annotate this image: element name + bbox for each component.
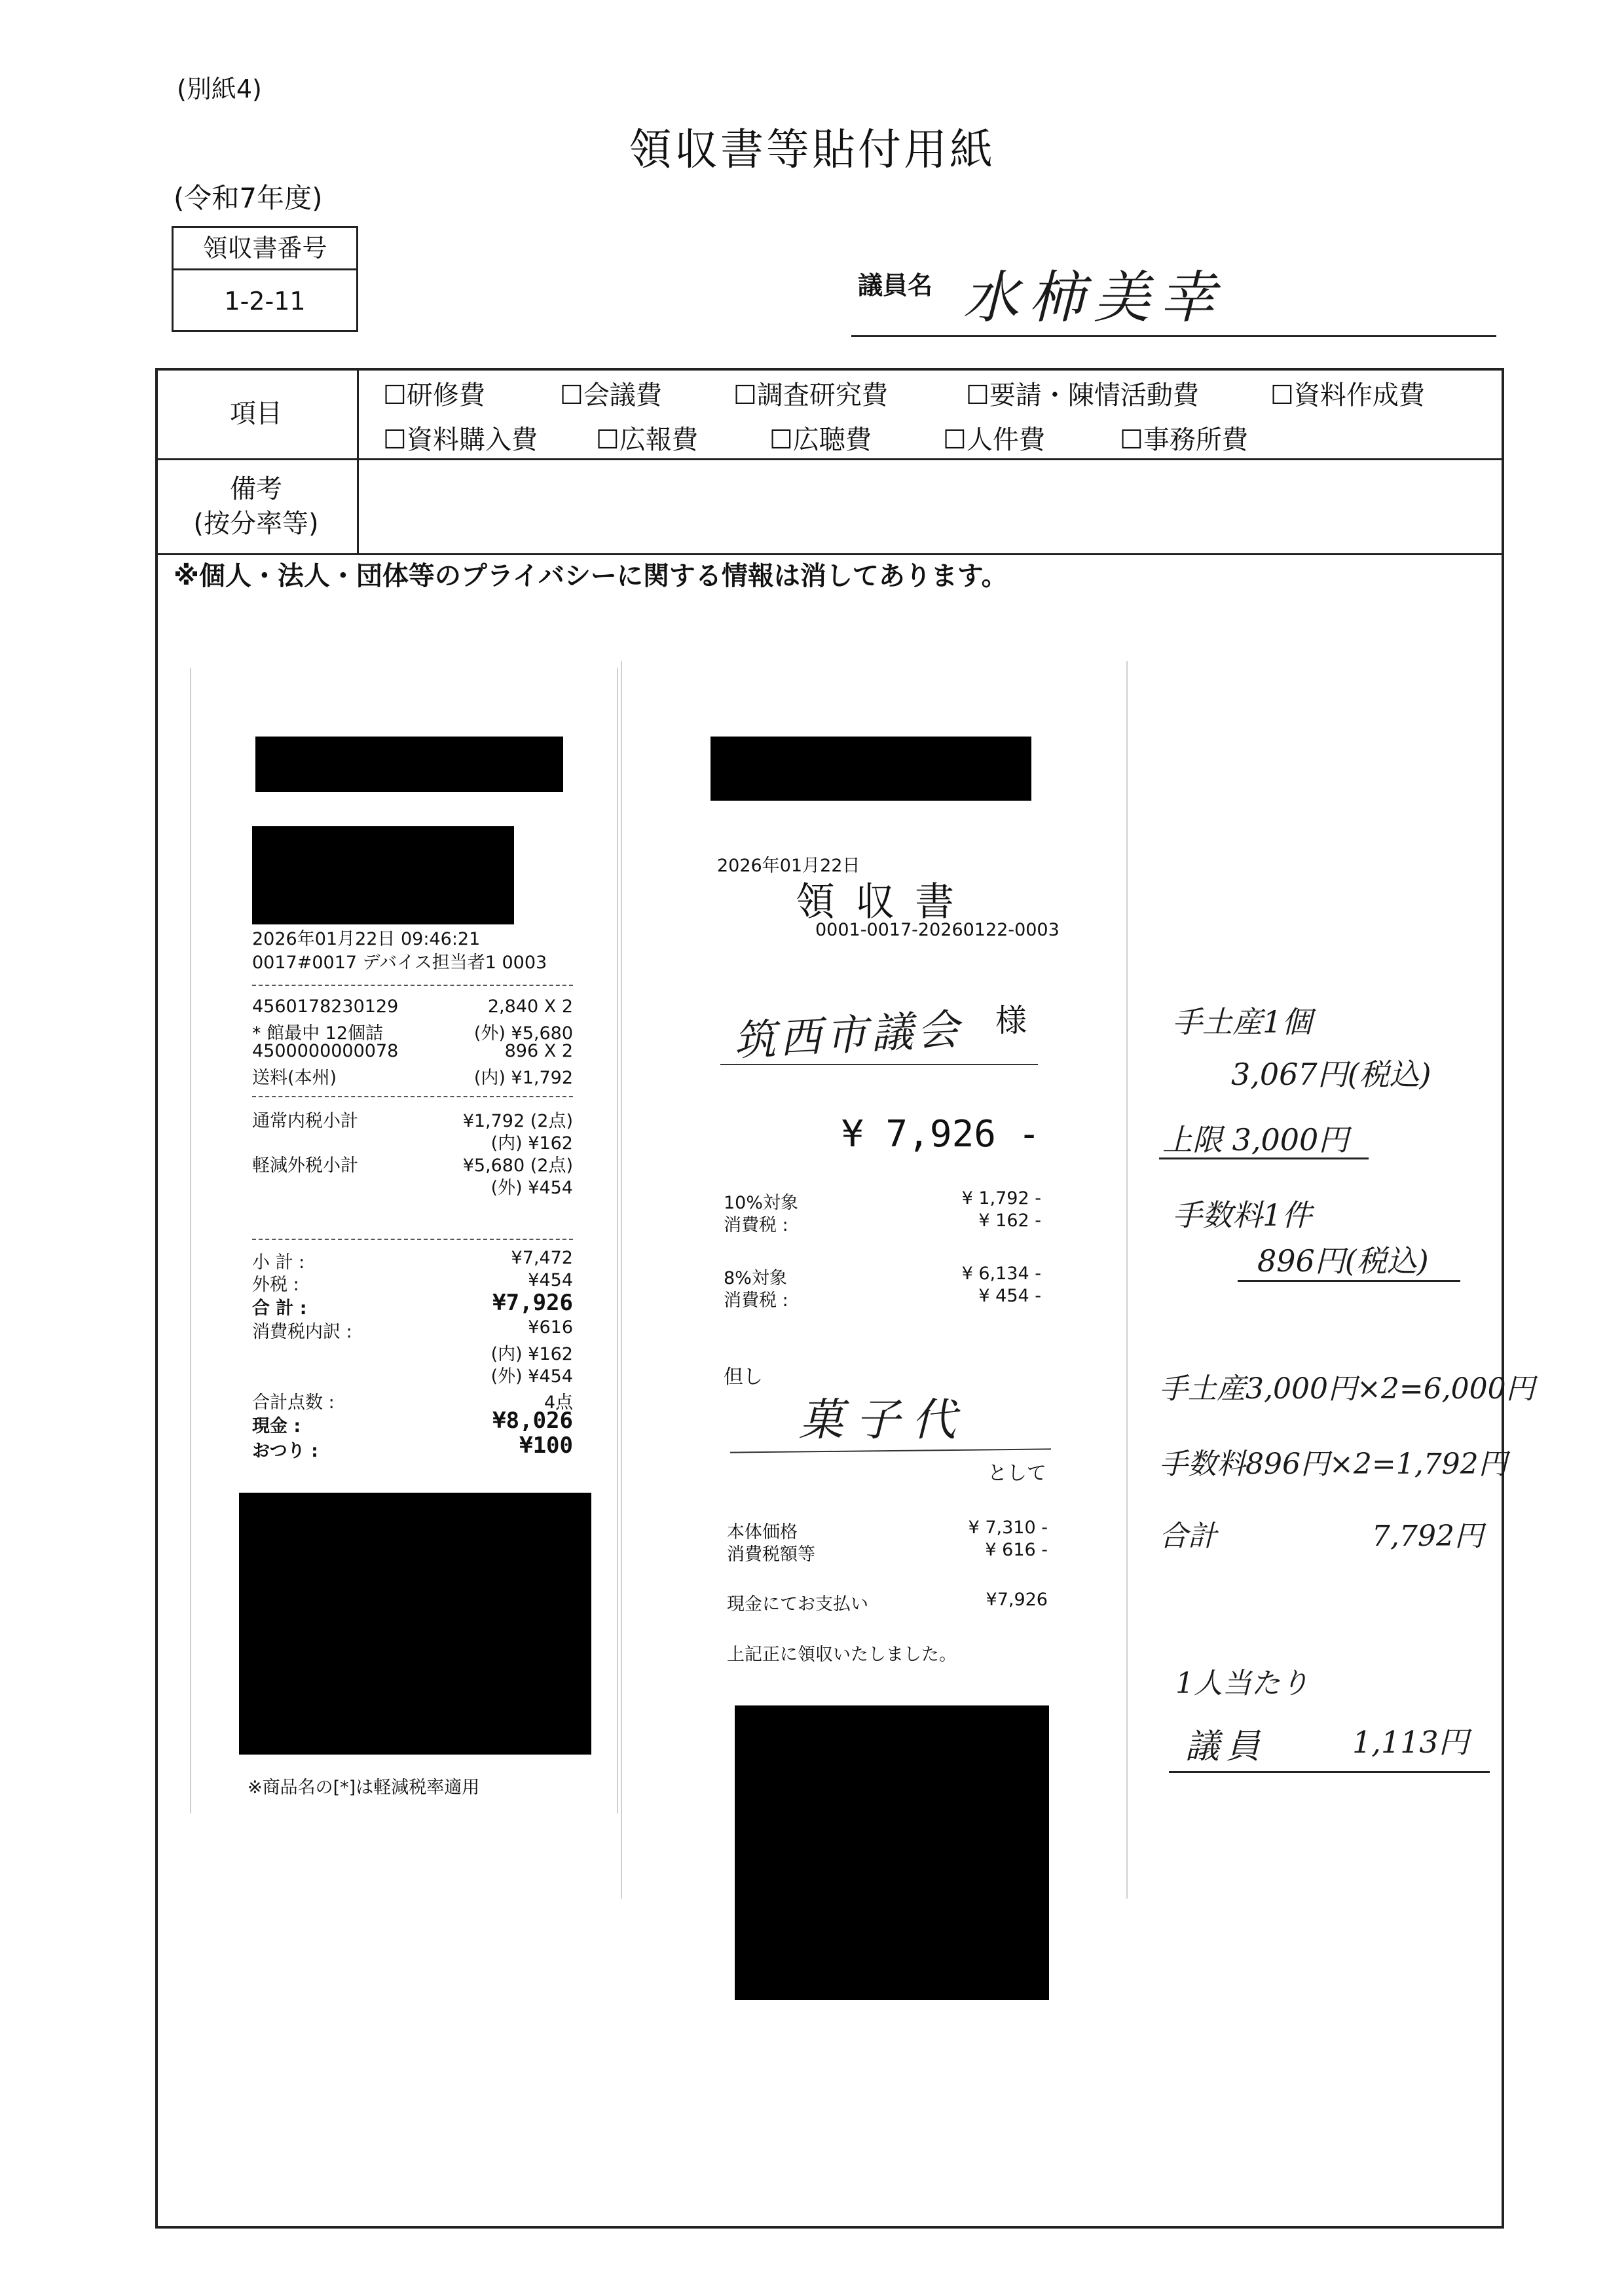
dash-divider [252, 985, 573, 986]
total-line-left: 合 計 : [252, 1298, 307, 1319]
note-calc-souvenir: 手土産3,000円×2=6,000円 [1159, 1372, 1535, 1406]
category-personnel: 人件費 [966, 425, 1045, 455]
tax10-value: ¥ 1,792 - [961, 1188, 1041, 1209]
page-title: 領収書等貼付用紙 [629, 124, 995, 175]
redacted-store-name [255, 737, 563, 792]
total-line-right: ¥454 [528, 1270, 573, 1290]
checkbox-icon: ☐ [383, 425, 407, 455]
tax8-value: ¥ 6,134 - [961, 1264, 1041, 1284]
tax-amount-label: 消費税額等 [727, 1544, 815, 1565]
note-fee-label: 手数料1件 [1172, 1197, 1312, 1233]
checkbox-icon: ☐ [560, 380, 583, 410]
line-item-right: 2,840 X 2 [487, 996, 573, 1017]
category-research: 調査研究費 [756, 380, 888, 410]
tax-line-right: ¥5,680 (2点) [462, 1156, 573, 1176]
receipt-number-value: 1-2-11 [224, 287, 306, 316]
note-fee-price: 896円(税込) [1257, 1243, 1429, 1279]
remarks-sublabel: (按分率等) [193, 509, 319, 539]
total-line-right: (外) ¥454 [490, 1366, 573, 1387]
note-souvenir-label: 手土産1個 [1172, 1004, 1312, 1040]
total-line-right: ¥616 [528, 1317, 573, 1338]
checkbox-public-relations[interactable] [596, 419, 698, 456]
line-item-right: (内) ¥1,792 [473, 1068, 573, 1088]
checkbox-personnel[interactable] [943, 419, 1045, 456]
base-price-block [727, 1518, 1048, 1570]
total-line-left: 消費税内訳 : [252, 1322, 352, 1342]
total-line-left: 合計点数 : [252, 1393, 335, 1413]
formal-receipt-date: 2026年01月22日 [717, 856, 860, 876]
checkbox-office[interactable] [1120, 419, 1248, 456]
total-line-right: ¥8,026 [492, 1408, 573, 1434]
purpose-handwritten: 菓子代 [799, 1394, 969, 1446]
redacted-receipt-footer [239, 1493, 591, 1755]
checkbox-icon: ☐ [1120, 425, 1143, 455]
column-divider [357, 368, 359, 553]
receipt-footnote: ※商品名の[*]は軽減税率適用 [248, 1777, 480, 1798]
receipt-datetime: 2026年01月22日 09:46:21 [252, 929, 481, 949]
tax8-tax-label: 消費税 : [724, 1290, 788, 1311]
total-line-left: 小 計 : [252, 1252, 305, 1273]
base-price-label: 本体価格 [727, 1522, 798, 1542]
note-calc-fee: 手数料896円×2=1,792円 [1159, 1448, 1507, 1481]
receipt-number-box [172, 226, 358, 332]
receipt-number-label: 領収書番号 [174, 228, 356, 270]
note-per-person-label: 1人当たり [1175, 1667, 1309, 1700]
note-total-value: 7,792円 [1372, 1520, 1483, 1553]
checkbox-icon: ☐ [943, 425, 967, 455]
checkbox-petition[interactable] [966, 374, 1199, 412]
dash-divider [252, 1096, 573, 1097]
tax10-tax-value: ¥ 162 - [978, 1211, 1041, 1231]
category-office: 事務所費 [1143, 425, 1248, 455]
category-public-hearing: 広聴費 [792, 425, 872, 455]
member-underline [851, 335, 1496, 337]
tax-line-right: ¥1,792 (2点) [462, 1111, 573, 1131]
tax8-tax-value: ¥ 454 - [978, 1286, 1041, 1306]
category-public-relations: 広報費 [619, 425, 698, 455]
checkbox-training[interactable] [383, 374, 485, 412]
tax10-tax-label: 消費税 : [724, 1215, 788, 1235]
checkbox-meeting[interactable] [560, 374, 662, 412]
item-label: 項目 [230, 399, 282, 429]
note-limit: 上限 3,000円 [1162, 1122, 1349, 1157]
fiscal-year: (令和7年度) [174, 182, 323, 214]
addressee-underline [720, 1064, 1038, 1065]
line-item-left: * 館最中 12個詰 [252, 1023, 384, 1044]
checkbox-icon: ☐ [596, 425, 619, 455]
total-line-right: ¥100 [519, 1432, 573, 1459]
checkbox-material-purchase[interactable] [383, 419, 538, 456]
category-material-purchase: 資料購入費 [406, 425, 538, 455]
category-petition: 要請・陳情活動費 [989, 380, 1199, 410]
line-item-left: 送料(本州) [252, 1068, 337, 1088]
note-per-person-value: 1,113円 [1352, 1724, 1469, 1760]
total-line-left: 外税 : [252, 1275, 299, 1295]
total-line-right: ¥7,926 [492, 1290, 573, 1316]
formal-receipt-title: 領 収 書 [796, 879, 959, 925]
checkbox-icon: ☐ [966, 380, 989, 410]
member-name: 水柿美幸 [963, 265, 1225, 331]
checkbox-document-creation[interactable] [1270, 374, 1425, 412]
total-line-right: (内) ¥162 [490, 1344, 573, 1364]
member-label: 議員名 [858, 271, 933, 300]
tax-amount-value: ¥ 616 - [985, 1540, 1048, 1560]
checkbox-research[interactable] [733, 374, 888, 412]
honorific: 様 [995, 1002, 1027, 1039]
line-item-left: 4500000000078 [252, 1041, 399, 1061]
formal-receipt-amount: ¥ 7,926 - [841, 1113, 1041, 1156]
note-fee-underline [1238, 1280, 1460, 1282]
receipt-register: 0017#0017 デバイス担当者1 0003 [252, 953, 547, 973]
redacted-store-info [252, 826, 514, 924]
checkbox-icon: ☐ [733, 380, 757, 410]
purpose-suffix: として [987, 1462, 1046, 1485]
privacy-note: ※個人・法人・団体等のプライバシーに関する情報は消してあります。 [174, 561, 1008, 591]
tax-line-left: 軽減外税小計 [252, 1156, 358, 1176]
note-member-word: 議員 [1185, 1727, 1267, 1766]
tax-line-right: (外) ¥454 [490, 1178, 573, 1198]
redacted-issuer-name [710, 737, 1031, 801]
purpose-label: 但し [724, 1366, 763, 1389]
line-item-right: 896 X 2 [504, 1041, 573, 1061]
tax8-block [724, 1264, 1041, 1316]
paid-value: ¥7,926 [986, 1590, 1048, 1610]
redacted-issuer-stamp [735, 1705, 1049, 2000]
tax-line-left: 通常内税小計 [252, 1111, 358, 1131]
line-item-right: (外) ¥5,680 [473, 1023, 573, 1044]
tax10-block [724, 1188, 1041, 1241]
checkbox-public-hearing[interactable] [769, 419, 872, 456]
paid-label: 現金にてお支払い [727, 1594, 868, 1614]
category-document-creation: 資料作成費 [1293, 380, 1425, 410]
attachment-label: (別紙4) [177, 75, 262, 103]
addressee-handwritten: 筑西市議会 [732, 1005, 965, 1066]
paid-block [727, 1590, 1048, 1616]
checkbox-icon: ☐ [383, 380, 407, 410]
note-souvenir-price: 3,067円(税込) [1231, 1057, 1431, 1092]
note-limit-underline [1159, 1157, 1369, 1159]
category-training: 研修費 [406, 380, 485, 410]
tax-line-right: (内) ¥162 [490, 1133, 573, 1154]
register-receipt-body [252, 924, 573, 1487]
line-item-left: 4560178230129 [252, 996, 399, 1017]
total-line-right: ¥7,472 [511, 1248, 573, 1268]
checkbox-icon: ☐ [1270, 380, 1294, 410]
total-line-right: 4点 [544, 1393, 573, 1413]
remarks-label: 備考 [230, 474, 282, 504]
formal-receipt-number: 0001-0017-20260122-0003 [815, 920, 1060, 940]
total-line-left: おつり : [252, 1441, 318, 1461]
checkbox-icon: ☐ [769, 425, 793, 455]
receipt-confirmation: 上記正に領収いたしました。 [727, 1645, 957, 1665]
tax10-label: 10%対象 [724, 1193, 799, 1213]
tax8-label: 8%対象 [724, 1268, 787, 1288]
base-price-value: ¥ 7,310 - [968, 1518, 1048, 1538]
dash-divider [252, 1239, 573, 1240]
category-meeting: 会議費 [583, 380, 662, 410]
total-line-left: 現金 : [252, 1416, 301, 1436]
note-per-person-underline [1169, 1771, 1490, 1773]
note-total-label: 合計 [1159, 1520, 1217, 1553]
